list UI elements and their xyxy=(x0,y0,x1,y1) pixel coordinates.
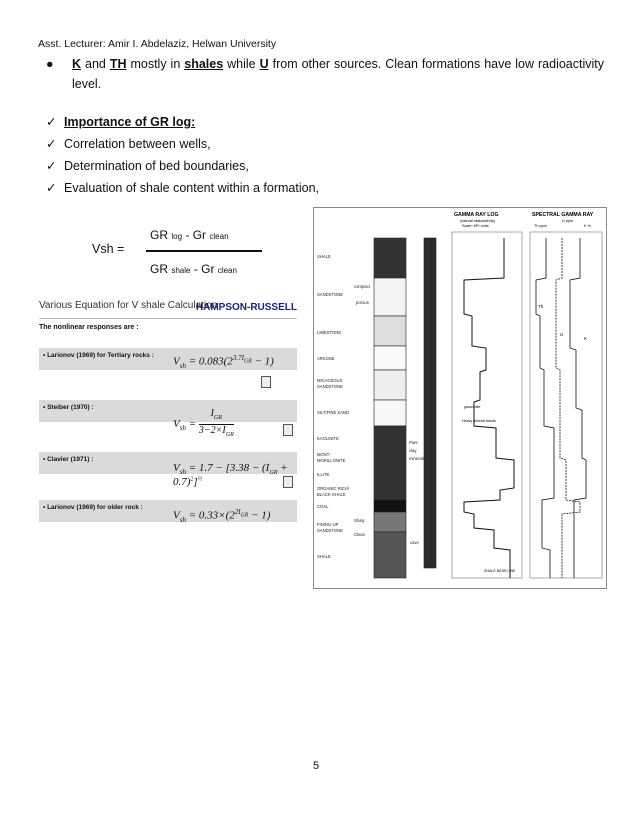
curve-label-th: Th xyxy=(538,304,544,309)
litho-arkose: ARKOSE xyxy=(317,356,335,361)
term-k: K xyxy=(72,57,82,71)
term-u: U xyxy=(259,57,269,71)
litho-kaolinite: KAOLINITE xyxy=(317,436,339,441)
equation-label: • Clavier (1971) : xyxy=(43,456,94,463)
th-curve xyxy=(536,238,554,578)
gr-log-sub2: Scale: API units xyxy=(462,224,489,228)
check-importance xyxy=(46,114,195,129)
check-text: Correlation between wells, xyxy=(64,137,211,151)
term-shales: shales xyxy=(184,57,224,71)
check-text: Evaluation of shale content within a formation, xyxy=(64,181,320,195)
label-glauconite: glauconite xyxy=(464,405,481,409)
litho-mont: MONT- xyxy=(317,452,331,457)
checkmark-icon: ✓ xyxy=(46,137,57,151)
file-icon[interactable] xyxy=(283,476,293,488)
lithology-column xyxy=(374,238,436,578)
lithology-labels xyxy=(317,254,425,559)
k-curve xyxy=(570,238,586,578)
nonlinear-label: The nonlinear responses are : xyxy=(39,324,139,331)
litho-finingup-2: SANDSTONE xyxy=(317,528,343,533)
check-item-2 xyxy=(46,158,249,173)
text-while: while xyxy=(223,57,260,71)
text-and: and xyxy=(81,57,110,71)
litho-organic: ORGANIC RICH/ xyxy=(317,486,350,491)
page-number: 5 xyxy=(313,760,320,772)
spectral-k-pct: K % xyxy=(584,224,591,228)
check-text: Determination of bed boundaries, xyxy=(64,159,249,173)
fraction-bar xyxy=(146,250,262,252)
label-minerals: minerals xyxy=(409,456,425,461)
bullet-paragraph xyxy=(46,54,604,94)
litho-micaceous: MICACEOUS xyxy=(317,378,343,383)
litho-shale-base: SHALE xyxy=(317,554,331,559)
bullet-dot-icon: ● xyxy=(46,57,54,71)
equation-label: • Steiber (1970) : xyxy=(43,404,94,411)
equations-title: Various Equation for V shale Calculation xyxy=(39,300,218,311)
equation-larionov-tertiary: $V_{sh} = 0.083(2^{3.7I_{GR}} - 1)$ xyxy=(173,354,274,370)
check-item-3 xyxy=(46,180,319,195)
curve-label-k: K xyxy=(584,336,588,341)
spectral-gr-track xyxy=(530,212,602,578)
label-pure: Pure xyxy=(409,440,418,445)
equation-larionov-older: $V_{sh} = 0.33\times(2^{2I_{GR}} - 1)$ xyxy=(173,508,271,524)
divider xyxy=(39,318,297,319)
hampson-russell-logo: HAMPSON-RUSSELL xyxy=(195,302,297,313)
litho-mont-2: MORILLONITE xyxy=(317,458,346,463)
label-compact: compact xyxy=(354,284,370,289)
spectral-title: SPECTRAL GAMMA RAY xyxy=(532,212,594,218)
label-shaly: Shaly xyxy=(354,518,365,523)
text-rest: from other sources. Clean formations have low radioactivity level. xyxy=(72,57,604,91)
litho-silt: SILT/FINE SAND xyxy=(317,410,350,415)
litho-organic-2: BLACK SHALE xyxy=(317,492,346,497)
litho-sandstone: SANDSTONE xyxy=(317,292,343,297)
litho-shale: SHALE xyxy=(317,254,331,259)
text-mostly: mostly in xyxy=(126,57,185,71)
checkmark-icon: ✓ xyxy=(46,115,57,129)
checkmark-icon: ✓ xyxy=(46,181,57,195)
spectral-th-ppm: Th ppm xyxy=(534,224,547,228)
vshale-equations-figure xyxy=(33,296,303,524)
term-th: TH xyxy=(109,57,127,71)
checkmark-icon: ✓ xyxy=(46,159,57,173)
label-heavy: Heavy mineral bands xyxy=(462,419,496,423)
importance-heading: Importance of GR log: xyxy=(64,115,196,129)
label-porous: porous xyxy=(356,300,369,305)
litho-illite: ILLITE xyxy=(317,472,330,477)
label-cave: cave xyxy=(410,540,419,545)
litho-coal: COAL xyxy=(317,504,329,509)
formula-denominator: GR shale - Gr clean xyxy=(150,262,237,276)
gr-log-sub1: (natural radioactivity) xyxy=(460,219,496,223)
litho-micaceous-2: SANDSTONE xyxy=(317,384,343,389)
page-header: Asst. Lecturer: Amir I. Abdelaziz, Helwan University xyxy=(38,38,277,50)
equation-steiber: $V_{sh}$ = $I_{GR}$ $3-2\times I_{GR}$ xyxy=(173,408,234,438)
label-clean: Clean xyxy=(354,532,365,537)
gr-log-track xyxy=(452,212,522,578)
file-icon[interactable] xyxy=(283,424,293,436)
equation-label: • Larionov (1969) for older rock : xyxy=(43,504,143,511)
check-item-1 xyxy=(46,136,211,151)
spectral-u-ppm: U ppm xyxy=(562,219,574,223)
curve-label-u: U xyxy=(560,332,564,337)
gr-log-title: GAMMA RAY LOG xyxy=(454,212,499,218)
file-icon[interactable] xyxy=(261,376,271,388)
formula-numerator: GR log - Gr clean xyxy=(150,228,229,242)
label-shalebase: SHALE BASE LINE xyxy=(484,569,516,573)
litho-finingup: FINING-UP xyxy=(317,522,339,527)
litho-limestone: LIMESTONE xyxy=(317,330,342,335)
equation-clavier: $V_{sh} = 1.7 - [3.38 - (I_{GR} + 0.7)^2]^{\frac{1}{2}}$ xyxy=(173,462,288,489)
formula-lhs: Vsh = xyxy=(92,242,125,256)
equation-label: • Larionov (1969) for Tertiary rocks : xyxy=(43,352,154,359)
bullet-text xyxy=(72,54,604,94)
gamma-ray-log-figure xyxy=(313,207,607,589)
label-clay: clay xyxy=(409,448,417,453)
